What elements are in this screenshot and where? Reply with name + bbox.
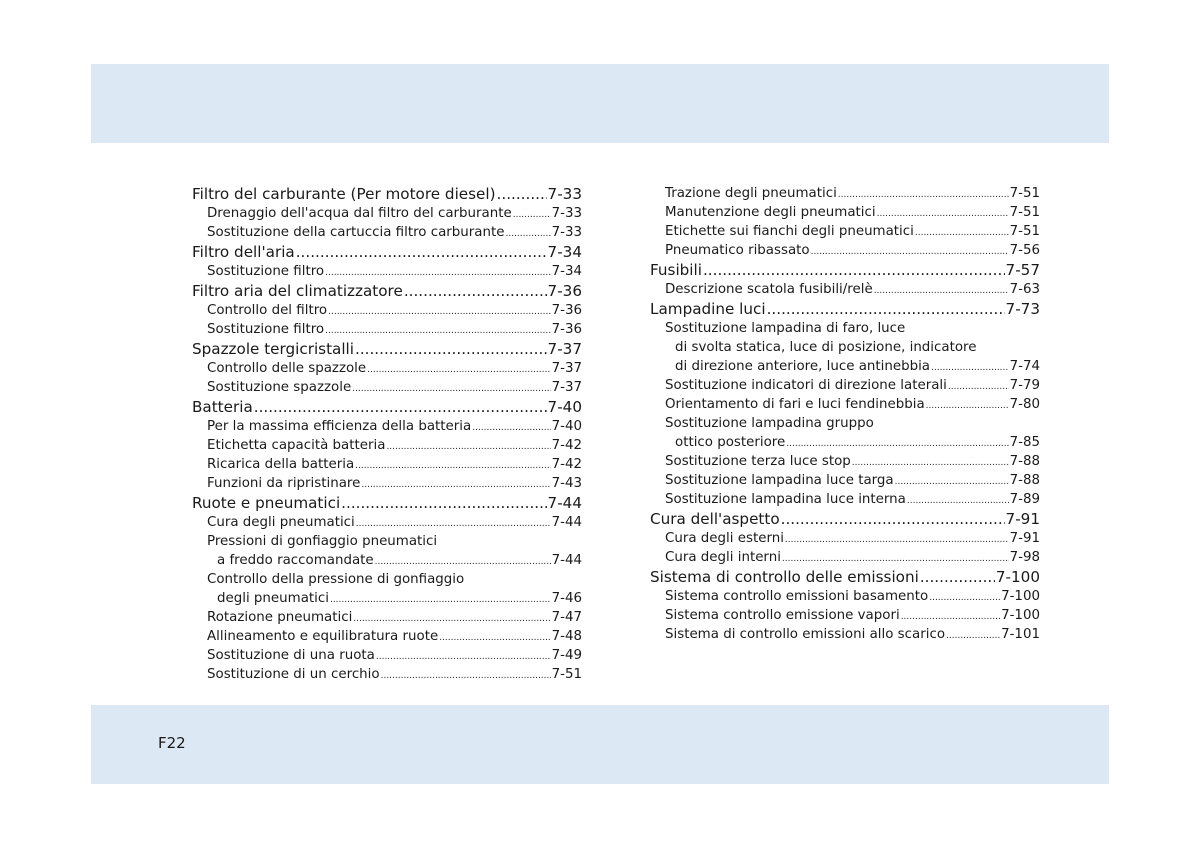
toc-subentry[interactable] [650,222,1040,241]
toc-subentry[interactable] [650,625,1040,644]
toc-dot-leader [785,531,1009,550]
toc-page-ref: 7-57 [1005,261,1040,279]
toc-entry-title: Sistema di controllo emissioni allo scarico [665,627,946,642]
toc-dot-leader [330,591,551,610]
toc-page-ref: 7-89 [1009,492,1040,507]
toc-subentry[interactable] [650,606,1040,625]
toc-subentry[interactable] [650,587,1040,606]
toc-entry-title: Controllo del filtro [207,303,328,318]
toc-entry-title: Sistema di controllo delle emissioni [650,568,919,586]
toc-entry-title: Controllo delle spazzole [207,361,367,376]
toc-page-ref: 7-63 [1009,282,1040,297]
toc-entry-title: di svolta statica, luce di posizione, indicatore [675,340,977,355]
toc-page-ref: 7-36 [551,322,582,337]
toc-dot-leader [926,397,1009,416]
toc-left-column [192,184,582,684]
toc-dot-leader [472,419,550,438]
header-band [91,64,1109,143]
toc-entry-title: Rotazione pneumatici [207,610,353,625]
toc-dot-leader [367,361,550,380]
toc-dot-leader [781,509,1005,529]
toc-subentry[interactable] [192,513,582,532]
toc-page-ref: 7-51 [1009,186,1040,201]
toc-subentry[interactable] [650,471,1040,490]
toc-dot-leader [497,184,547,204]
toc-page-ref: 7-37 [551,361,582,376]
toc-subentry[interactable] [192,665,582,684]
toc-page-ref: 7-43 [551,476,582,491]
toc-dot-leader [355,339,547,359]
toc-page-ref: 7-101 [1001,627,1040,642]
toc-entry-title: Cura degli pneumatici [207,515,355,530]
toc-entry-title: Sostituzione di una ruota [207,648,375,663]
toc-entry-title: a freddo raccomandate [217,553,374,568]
toc-section-entry[interactable] [192,242,582,262]
toc-entry-title: Lampadine luci [650,300,766,318]
toc-entry-title: Sostituzione terza luce stop [665,454,851,469]
toc-entry-title: Ricarica della batteria [207,457,355,472]
toc-subentry[interactable] [192,262,582,281]
toc-page-ref: 7-34 [547,243,582,261]
toc-subentry[interactable] [650,319,1040,338]
toc-entry-title: Cura degli esterni [665,531,784,546]
toc-page-ref: 7-42 [551,457,582,472]
toc-page-ref: 7-51 [551,667,582,682]
toc-entry-title: Pressioni di gonfiaggio pneumatici [207,534,438,549]
toc-subentry[interactable] [192,417,582,436]
toc-section-entry[interactable] [192,281,582,301]
toc-subentry[interactable] [650,529,1040,548]
toc-dot-leader [513,206,551,225]
toc-page-ref: 7-49 [551,648,582,663]
toc-subentry[interactable] [650,357,1040,376]
toc-entry-title: Sistema controllo emissione vapori [665,608,900,623]
toc-section-entry[interactable] [192,184,582,204]
toc-entry-title: Orientamento di fari e luci fendinebbia [665,397,925,412]
toc-entry-title: Sostituzione filtro [207,264,325,279]
toc-dot-leader [296,242,547,262]
footer-band [91,705,1109,784]
toc-subentry[interactable] [650,395,1040,414]
toc-subentry[interactable] [192,301,582,320]
toc-dot-leader [895,473,1009,492]
toc-dot-leader [328,303,551,322]
toc-entry-title: Descrizione scatola fusibili/relè [665,282,873,297]
toc-dot-leader [381,667,551,686]
toc-subentry[interactable] [192,204,582,223]
toc-subentry[interactable] [650,280,1040,299]
toc-page-ref: 7-85 [1009,435,1040,450]
toc-entry-title: Filtro aria del climatizzatore [192,282,403,300]
toc-subentry[interactable] [192,551,582,570]
toc-entry-title: Funzioni da ripristinare [207,476,361,491]
toc-page-ref: 7-51 [1009,205,1040,220]
toc-dot-leader [341,493,546,513]
toc-subentry[interactable] [192,455,582,474]
toc-entry-title: Sostituzione lampadina gruppo [665,416,874,431]
toc-page-ref: 7-88 [1009,473,1040,488]
toc-subentry[interactable] [192,436,582,455]
toc-entry-title: di direzione anteriore, luce antinebbia [675,359,931,374]
toc-entry-title: Trazione degli pneumatici [665,186,837,201]
toc-dot-leader [946,627,1000,646]
toc-page-ref: 7-79 [1009,378,1040,393]
toc-page-ref: 7-40 [551,419,582,434]
toc-page-ref: 7-47 [551,610,582,625]
toc-page-ref: 7-73 [1005,300,1040,318]
toc-subentry[interactable] [650,241,1040,260]
toc-section-entry[interactable] [650,299,1040,319]
toc-page-ref: 7-80 [1009,397,1040,412]
toc-entry-title: Sostituzione lampadina luce interna [665,492,906,507]
toc-entry-title: Etichette sui fianchi degli pneumatici [665,224,914,239]
toc-page-ref: 7-88 [1009,454,1040,469]
toc-entry-title: Sostituzione lampadina di faro, luce [665,321,906,336]
toc-section-entry[interactable] [650,509,1040,529]
toc-page-ref: 7-46 [551,591,582,606]
toc-entry-title: Filtro dell'aria [192,243,295,261]
toc-subentry[interactable] [650,490,1040,509]
page-number: F22 [158,734,186,752]
toc-page-ref: 7-100 [1001,608,1040,623]
toc-entry-title: Per la massima efficienza della batteria [207,419,472,434]
toc-entry-title: Controllo della pressione di gonfiaggio [207,572,465,587]
toc-page-ref: 7-37 [547,340,582,358]
toc-entry-title: degli pneumatici [217,591,329,606]
toc-subentry[interactable] [650,452,1040,471]
toc-page-ref: 7-36 [547,282,582,300]
toc-page-ref: 7-51 [1009,224,1040,239]
toc-entry-title: Sostituzione spazzole [207,380,352,395]
toc-entry-title: Sistema controllo emissioni basamento [665,589,929,604]
toc-entry-title: Batteria [192,398,253,416]
toc-entry-title: Manutenzione degli pneumatici [665,205,876,220]
toc-entry-title: Fusibili [650,261,702,279]
toc-right-column [650,184,1040,644]
toc-subentry[interactable] [650,433,1040,452]
toc-page-ref: 7-40 [547,398,582,416]
toc-entry-title: Sostituzione lampadina luce targa [665,473,894,488]
toc-entry-title: Ruote e pneumatici [192,494,341,512]
toc-subentry[interactable] [650,184,1040,203]
toc-subentry[interactable] [192,474,582,493]
toc-page-ref: 7-44 [547,494,582,512]
toc-page-ref: 7-100 [1001,589,1040,604]
toc-subentry[interactable] [192,223,582,242]
toc-entry-title: Drenaggio dell'acqua dal filtro del carburante [207,206,512,221]
toc-dot-leader [386,438,550,457]
toc-section-entry[interactable] [650,567,1040,587]
toc-page-ref: 7-98 [1009,550,1040,565]
toc-entry-title: Sostituzione di un cerchio [207,667,380,682]
toc-subentry[interactable] [192,320,582,339]
toc-dot-leader [254,397,547,417]
toc-page-ref: 7-91 [1005,510,1040,528]
toc-subentry[interactable] [192,646,582,665]
toc-subentry[interactable] [650,203,1040,222]
toc-dot-leader [439,629,550,648]
toc-page-ref: 7-56 [1009,243,1040,258]
toc-dot-leader [948,378,1009,397]
toc-section-entry[interactable] [650,260,1040,280]
toc-subentry[interactable] [192,532,582,551]
toc-dot-leader [915,224,1009,243]
toc-entry-title: Pneumatico ribassato [665,243,810,258]
toc-dot-leader [920,567,995,587]
toc-page-ref: 7-74 [1009,359,1040,374]
toc-page-ref: 7-33 [551,225,582,240]
toc-entry-title: ottico posteriore [675,435,786,450]
toc-subentry[interactable] [650,338,1040,357]
toc-page-ref: 7-48 [551,629,582,644]
toc-page-ref: 7-44 [551,553,582,568]
toc-subentry[interactable] [650,548,1040,567]
toc-entry-title: Allineamento e equilibratura ruote [207,629,439,644]
toc-page-ref: 7-34 [551,264,582,279]
toc-subentry[interactable] [192,359,582,378]
toc-page-ref: 7-36 [551,303,582,318]
toc-entry-title: Spazzole tergicristalli [192,340,354,358]
toc-page-ref: 7-100 [995,568,1040,586]
toc-subentry[interactable] [192,570,582,589]
toc-page-ref: 7-44 [551,515,582,530]
toc-section-entry[interactable] [192,493,582,513]
toc-subentry[interactable] [192,378,582,397]
toc-entry-title: Etichetta capacità batteria [207,438,386,453]
toc-dot-leader [767,299,1005,319]
toc-section-entry[interactable] [192,339,582,359]
toc-page-ref: 7-33 [551,206,582,221]
toc-page-ref: 7-33 [547,185,582,203]
toc-dot-leader [703,260,1005,280]
toc-entry-title: Cura degli interni [665,550,781,565]
toc-dot-leader [404,281,547,301]
toc-entry-title: Sostituzione indicatori di direzione laterali [665,378,947,393]
toc-section-entry[interactable] [192,397,582,417]
toc-subentry[interactable] [650,376,1040,395]
toc-subentry[interactable] [192,608,582,627]
toc-dot-leader [355,457,550,476]
toc-dot-leader [929,589,1000,608]
toc-entry-title: Sostituzione filtro [207,322,325,337]
toc-subentry[interactable] [650,414,1040,433]
toc-page-ref: 7-42 [551,438,582,453]
toc-subentry[interactable] [192,627,582,646]
toc-subentry[interactable] [192,589,582,608]
toc-page-ref: 7-37 [551,380,582,395]
toc-page-ref: 7-91 [1009,531,1040,546]
toc-entry-title: Sostituzione della cartuccia filtro carburante [207,225,505,240]
toc-entry-title: Cura dell'aspetto [650,510,780,528]
toc-entry-title: Filtro del carburante (Per motore diesel) [192,185,496,203]
toc-dot-leader [376,648,551,667]
